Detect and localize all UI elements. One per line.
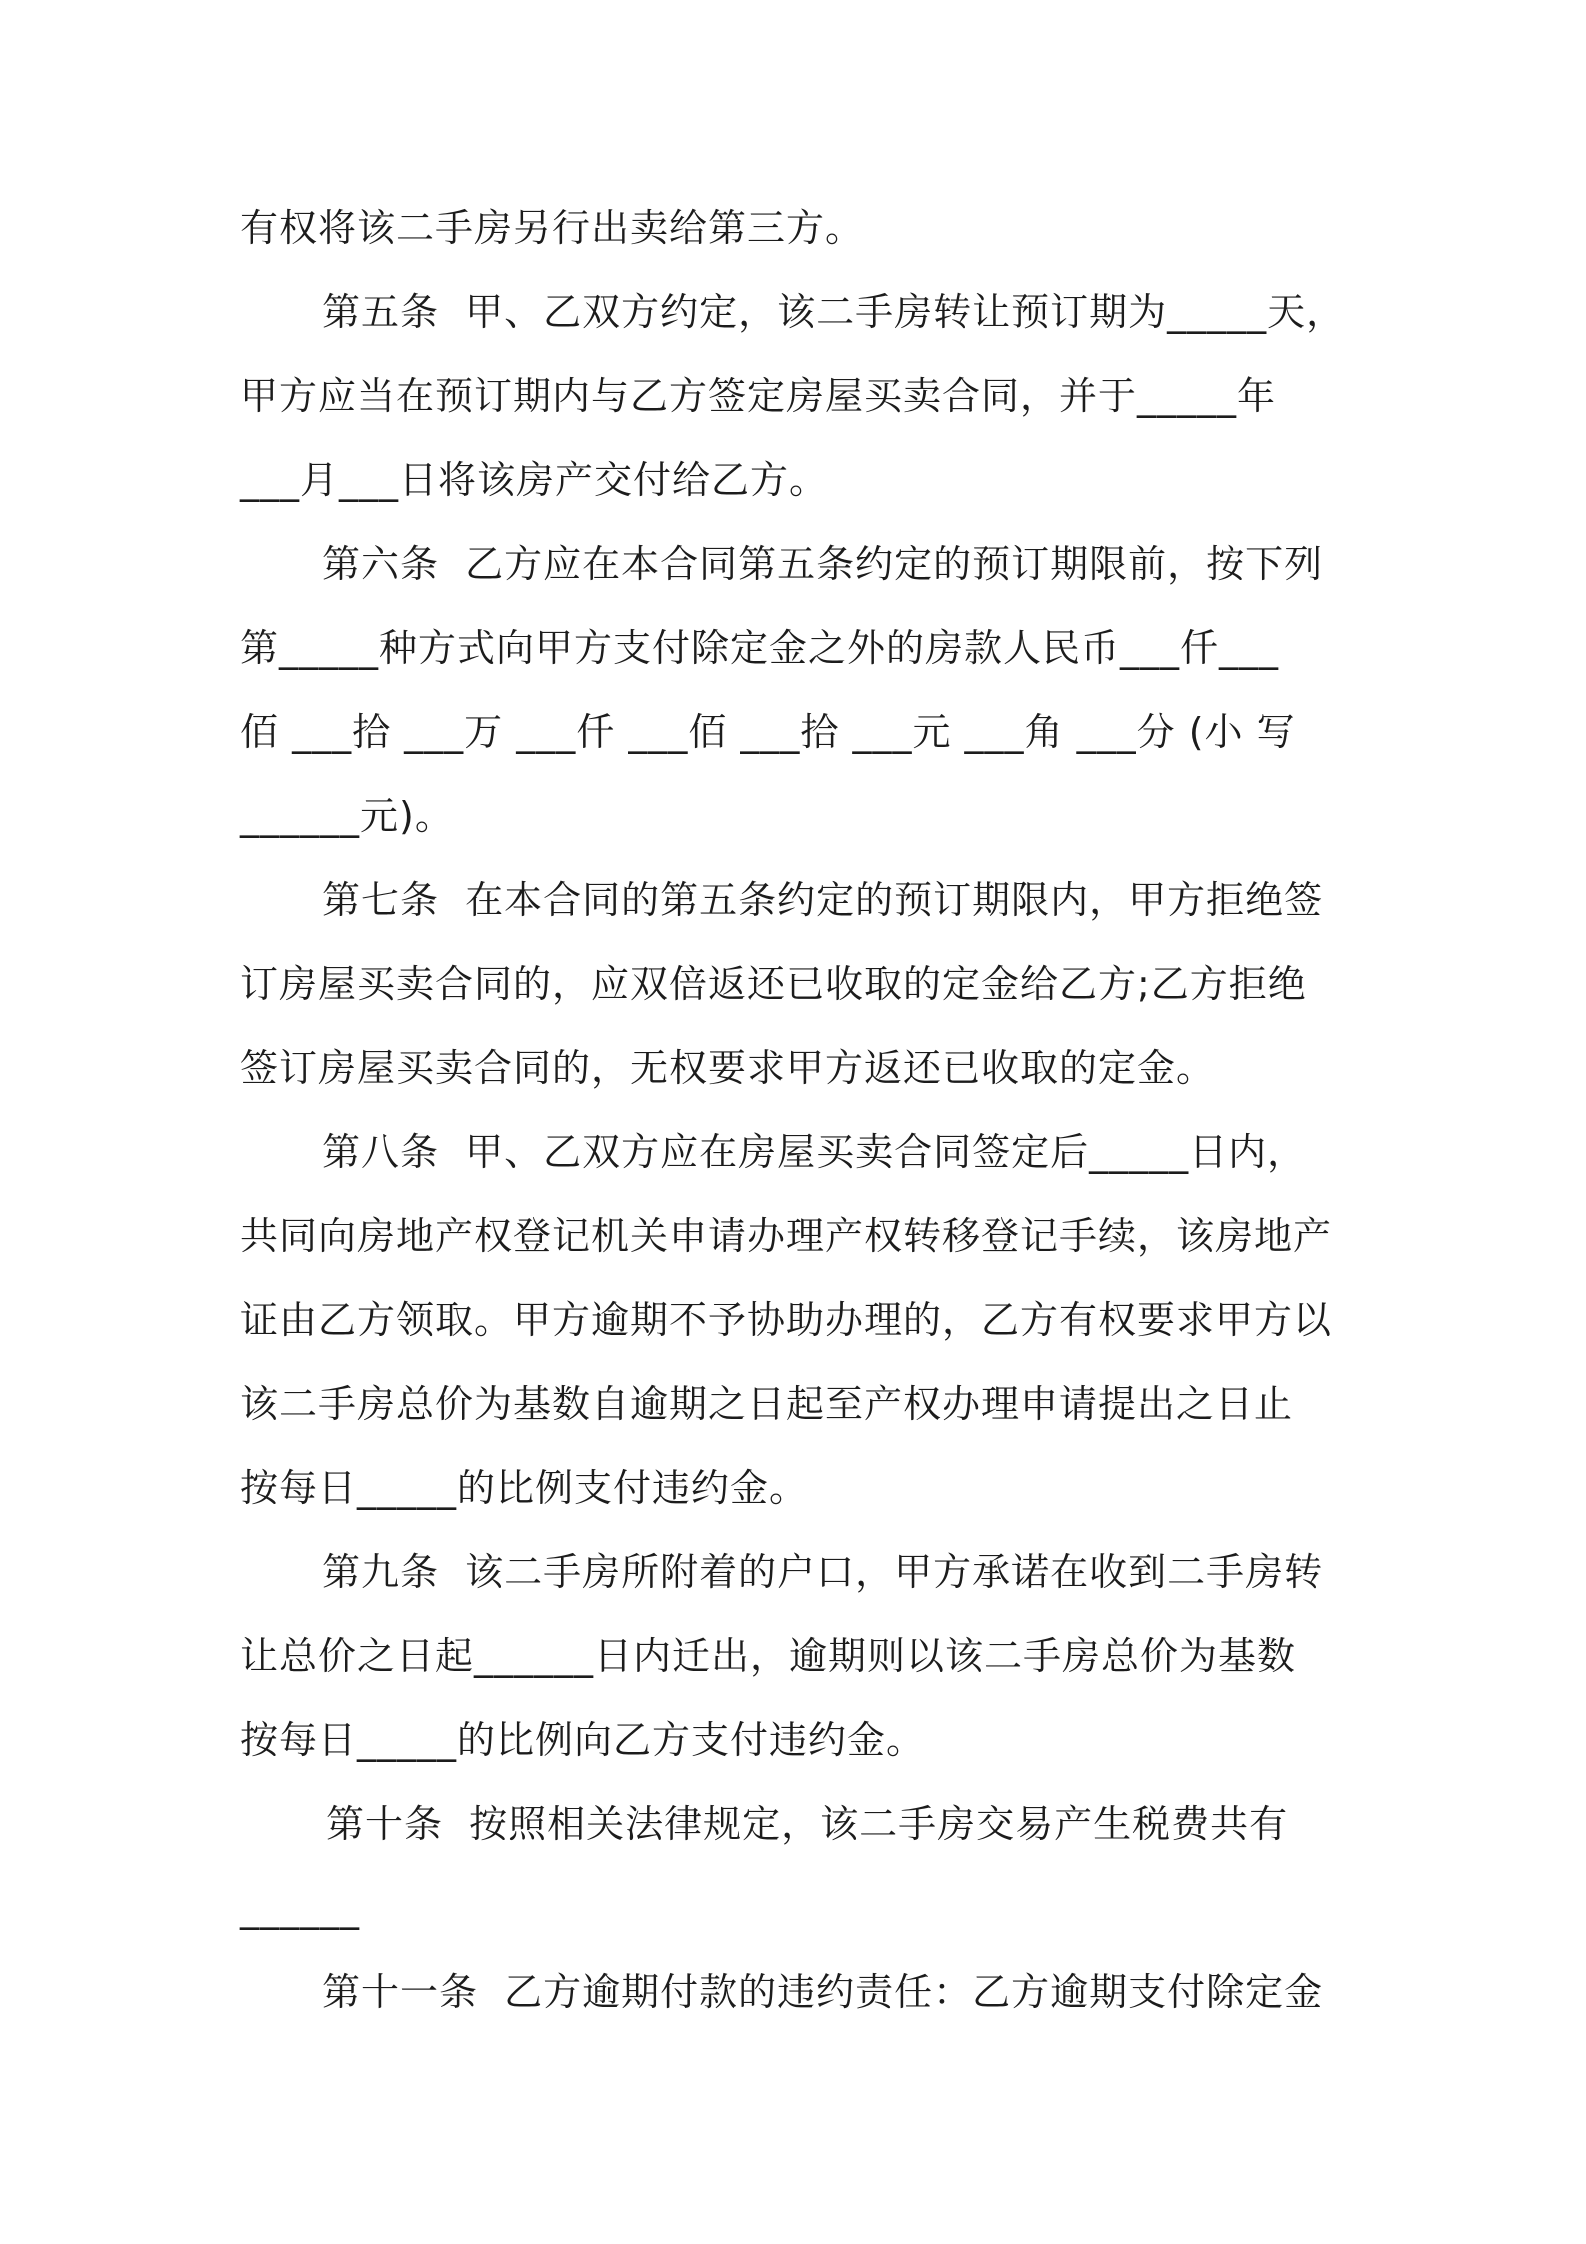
text-line: 证由乙方领取。甲方逾期不予协助办理的，乙方有权要求甲方以 [240, 1298, 1333, 1342]
text-line: ______元)。 [240, 794, 454, 838]
article-7-line-1: 第七条 在本合同的第五条约定的预订期限内，甲方拒绝签 [322, 878, 1324, 922]
text-line: 该二手房总价为基数自逾期之日起至产权办理申请提出之日止 [240, 1382, 1294, 1426]
article-5-line-1: 第五条 甲、乙双方约定，该二手房转让预订期为_____天， [322, 290, 1346, 334]
text-line: 佰 ___拾 ___万 ___仟 ___佰 ___拾 ___元 ___角 ___分 (小 写 [240, 710, 1296, 754]
text-line: 有权将该二手房另行出卖给第三方。 [240, 206, 865, 250]
text-line: 甲方应当在预订期内与乙方签定房屋买卖合同，并于_____年 [240, 374, 1277, 418]
text-line: 第_____种方式向甲方支付除定金之外的房款人民币___仟___ [240, 626, 1280, 670]
text-line: 按每日_____的比例支付违约金。 [240, 1466, 809, 1510]
text-line: 共同向房地产权登记机关申请办理产权转移登记手续，该房地产 [240, 1214, 1333, 1258]
article-11-line-1: 第十一条 乙方逾期付款的违约责任：乙方逾期支付除定金 [322, 1970, 1324, 2014]
text-line: 订房屋买卖合同的，应双倍返还已收取的定金给乙方;乙方拒绝 [240, 962, 1307, 1006]
text-line: 按每日_____的比例向乙方支付违约金。 [240, 1718, 926, 1762]
article-10-line-1: 第十条 按照相关法律规定，该二手房交易产生税费共有 [326, 1802, 1289, 1846]
article-9-line-1: 第九条 该二手房所附着的户口，甲方承诺在收到二手房转 [322, 1550, 1324, 1594]
article-8-line-1: 第八条 甲、乙双方应在房屋买卖合同签定后_____日内， [322, 1130, 1307, 1174]
text-line: 让总价之日起______日内迁出，逾期则以该二手房总价为基数 [240, 1634, 1297, 1678]
text-line: ______ [240, 1886, 360, 1930]
article-6-line-1: 第六条 乙方应在本合同第五条约定的预订期限前，按下列 [322, 542, 1324, 586]
text-line: 签订房屋买卖合同的，无权要求甲方返还已收取的定金。 [240, 1046, 1216, 1090]
text-line: ___月___日将该房产交付给乙方。 [240, 458, 829, 502]
